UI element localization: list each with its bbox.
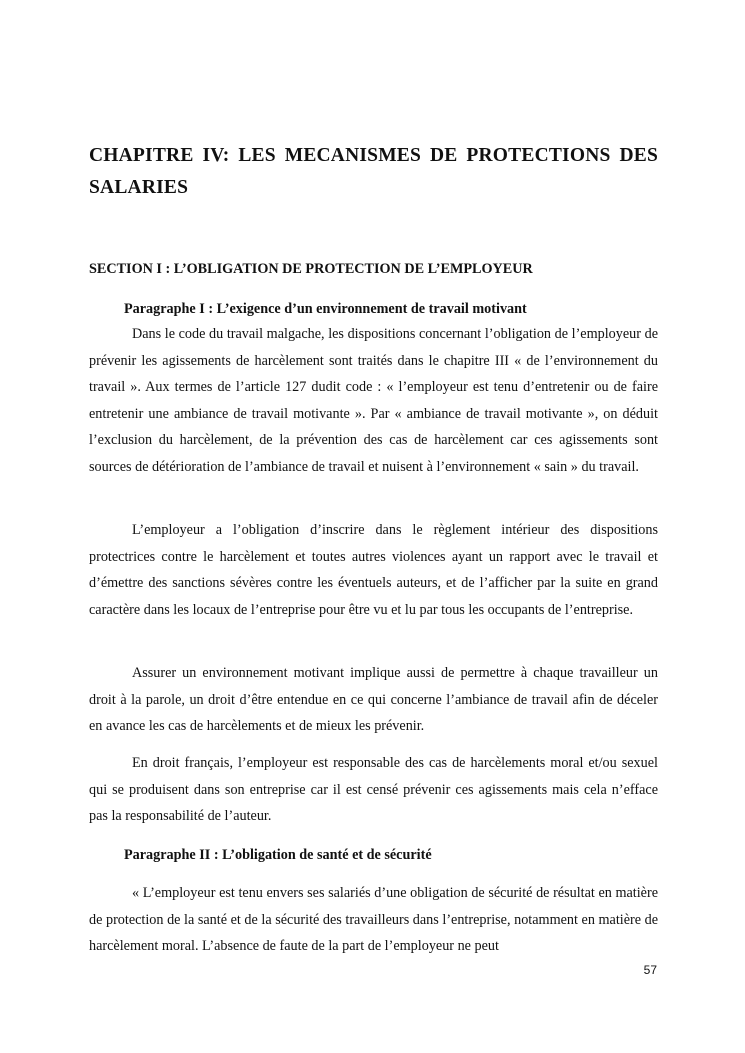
chapter-title: CHAPITRE IV: LES MECANISMES DE PROTECTIONS DES SALARIES <box>89 145 658 198</box>
paragraph-1-body-2: L’employeur a l’obligation d’inscrire dans le règlement intérieur des dispositions protectrices contre le harcèlement et toutes autres violences ayant un rapport avec le travail et d’émettre des sanctions sévères contre les éventuels auteurs, et de l’afficher par la suite en grand caractère dans les locaux de l’entreprise pour être vu et lu par tous les occupants de l’entreprise. <box>89 522 658 618</box>
paragraph-1-body-3: Assurer un environnement motivant implique aussi de permettre à chaque travailleur un droit à la parole, un droit d’être entendue en ce qui concerne l’ambiance de travail afin de déceler en avance les cas de harcèlements et de mieux les prévenir. <box>89 665 658 735</box>
section-title: SECTION I : L’OBLIGATION DE PROTECTION DE L’EMPLOYEUR <box>89 261 533 277</box>
paragraph-2-body-1: « L’employeur est tenu envers ses salariés d’une obligation de sécurité de résultat en matière de protection de la santé et de la sécurité des travailleurs dans l’entreprise, notamment en matière de harcèlement moral. L’absence de faute de la part de l’employeur ne peut <box>89 885 658 955</box>
paragraph-1-body-4: En droit français, l’employeur est responsable des cas de harcèlements moral et/ou sexuel qui se produisent dans son entreprise car il est censé prévenir ces agissements mais cela n’efface pas la responsabilité de l’auteur. <box>89 755 658 825</box>
paragraph-1-heading: Paragraphe I : L’exigence d’un environnement de travail motivant <box>124 301 527 317</box>
page-number: 57 <box>643 963 657 977</box>
paragraph-1-body-1: Dans le code du travail malgache, les dispositions concernant l’obligation de l’employeur de prévenir les agissements de harcèlement sont traités dans le chapitre III « de l’environnement du travail ». Aux termes de l’article 127 dudit code : « l’employeur est tenu d’entretenir ou de faire entretenir une ambiance de travail motivante ». Par « ambiance de travail motivante », on déduit l’exclusion du harcèlement, de la prévention des cas de harcèlement car ces agissements sont sources de détérioration de l’ambiance de travail et nuisent à l’environnement « sain » du travail. <box>89 326 658 475</box>
paragraph-2-heading: Paragraphe II : L’obligation de santé et de sécurité <box>124 847 432 863</box>
